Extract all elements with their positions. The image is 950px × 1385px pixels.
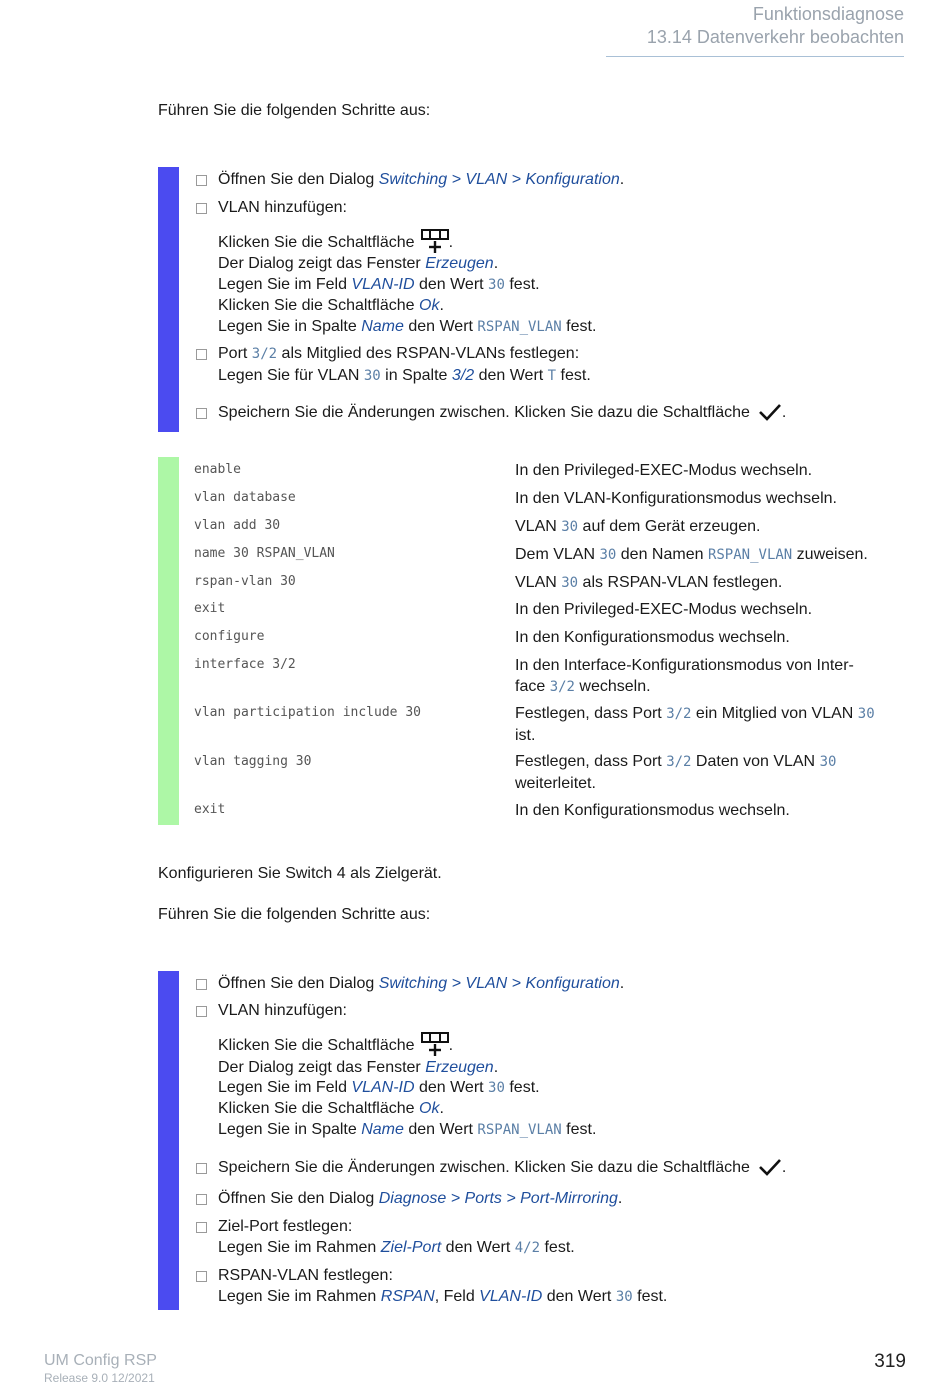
step-add-vlan: VLAN hinzufügen: [194,1000,910,1021]
step-open-mirroring: Öffnen Sie den Dialog Diagnose > Ports > Port-Mirroring. [194,1188,910,1209]
step-port-member: Port 3/2 als Mitglied des RSPAN-VLANs festlegen: Legen Sie für VLAN 30 in Spalte 3/2 den Wert T fest. [194,343,910,387]
checkbox-icon [196,979,207,990]
sub-click-button: Klicken Sie die Schaltfläche . [218,1032,453,1062]
step-save: Speichern Sie die Änderungen zwischen. Klicken Sie dazu die Schaltfläche . [194,1157,910,1182]
cli-command: name 30 RSPAN_VLAN [194,546,335,561]
footer-release: Release 9.0 12/2021 [44,1371,155,1385]
cli-command: vlan database [194,490,296,505]
cli-command: rspan-vlan 30 [194,574,296,589]
step-target-port: Ziel-Port festlegen: Legen Sie im Rahmen Ziel-Port den Wert 4/2 fest. [194,1216,910,1259]
checkbox-icon [196,1006,207,1017]
cli-description: VLAN 30 als RSPAN-VLAN festlegen. [515,574,783,591]
cli-description: Dem VLAN 30 den Namen RSPAN_VLAN zuweisen. [515,546,868,563]
sub-set-vlan-id: Legen Sie im Feld VLAN-ID den Wert 30 fest. [218,276,540,293]
checkbox-icon [196,1271,207,1282]
cli-description: In den Interface-Konfigurationsmodus von Inter- face 3/2 wechseln. [515,657,854,695]
footer-doc-title: UM Config RSP [44,1352,157,1369]
cli-command: exit [194,601,226,616]
header-chapter: Funktionsdiagnose [752,4,904,24]
switch4-text: Konfigurieren Sie Switch 4 als Zielgerät. [158,865,442,882]
header-rule [606,56,904,57]
sub-set-name: Legen Sie in Spalte Name den Wert RSPAN_VLAN fest. [218,1121,597,1138]
page-number: 319 [874,1351,906,1372]
cli-description: In den Konfigurationsmodus wechseln. [515,802,790,819]
sub-set-name: Legen Sie in Spalte Name den Wert RSPAN_VLAN fest. [218,318,597,335]
cli-command: enable [194,462,241,477]
cli-command: configure [194,629,265,644]
step-open-dialog: Öffnen Sie den Dialog Switching > VLAN > Konfiguration. [194,973,910,994]
sub-dialog-shows: Der Dialog zeigt das Fenster Erzeugen. [218,1059,499,1076]
cli-description: Festlegen, dass Port 3/2 ein Mitglied von VLAN 30 ist. [515,705,875,744]
step-rspan-vlan: RSPAN-VLAN festlegen: Legen Sie im Rahmen RSPAN, Feld VLAN-ID den Wert 30 fest. [194,1265,910,1308]
cli-description: In den Konfigurationsmodus wechseln. [515,629,790,646]
sub-click-button: Klicken Sie die Schaltfläche . [218,229,453,259]
sub-click-ok: Klicken Sie die Schaltfläche Ok. [218,297,444,314]
checkbox-icon [196,175,207,186]
cli-command: vlan participation include 30 [194,705,421,720]
step-open-dialog: Öffnen Sie den Dialog Switching > VLAN > Konfiguration. [194,169,910,190]
sub-click-ok: Klicken Sie die Schaltfläche Ok. [218,1100,444,1117]
cli-description: In den Privileged-EXEC-Modus wechseln. [515,462,813,479]
checkbox-icon [196,349,207,360]
cli-description: In den VLAN-Konfigurationsmodus wechseln. [515,490,837,507]
cli-bar [158,457,179,825]
intro-text-2: Führen Sie die folgenden Schritte aus: [158,906,431,923]
checkmark-icon [758,1158,782,1182]
cli-description: In den Privileged-EXEC-Modus wechseln. [515,601,813,618]
cli-command: exit [194,802,226,817]
cli-command: vlan tagging 30 [194,754,312,769]
checkbox-icon [196,1194,207,1205]
intro-text: Führen Sie die folgenden Schritte aus: [158,102,431,119]
cli-command: vlan add 30 [194,518,281,533]
step-add-vlan: VLAN hinzufügen: [194,197,910,218]
gui-bar [158,971,179,1310]
checkbox-icon [196,203,207,214]
checkbox-icon [196,1163,207,1174]
step-save: Speichern Sie die Änderungen zwischen. Klicken Sie dazu die Schaltfläche . [194,402,910,427]
cli-description: VLAN 30 auf dem Gerät erzeugen. [515,518,761,535]
gui-bar [158,167,179,432]
checkbox-icon [196,408,207,419]
checkmark-icon [758,403,782,427]
header-section: 13.14 Datenverkehr beobachten [646,27,904,47]
checkbox-icon [196,1222,207,1233]
cli-description: Festlegen, dass Port 3/2 Daten von VLAN 30 weiterleitet. [515,753,837,792]
sub-dialog-shows: Der Dialog zeigt das Fenster Erzeugen. [218,255,499,272]
cli-command: interface 3/2 [194,657,296,672]
sub-set-vlan-id: Legen Sie im Feld VLAN-ID den Wert 30 fest. [218,1079,540,1096]
